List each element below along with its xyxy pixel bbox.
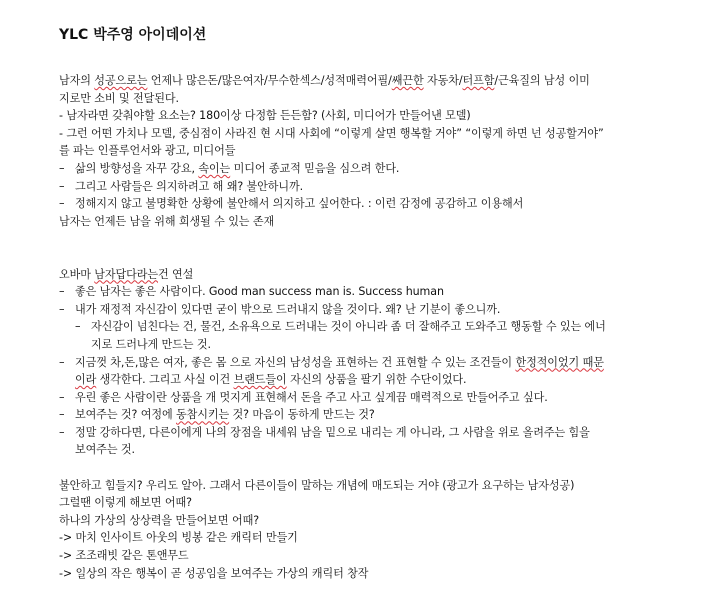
dash-bullet: – [59,355,65,369]
spell-flag: 성공으로는 [94,74,148,87]
dash-bullet: – [59,179,65,193]
paragraph-line: 그럴땐 이렇게 해보면 어때? [59,496,192,510]
paragraph-line: 지로만 소비 및 전달된다. [59,91,179,105]
bullet-item: – 내가 재정적 자신감이 있다면 굳이 밖으로 드러내지 않을 것이다. 왜? 난 기분이 좋으니까. [59,301,699,319]
document-body [59,72,699,582]
bullet-item: – 그리고 사람들은 의지하려고 해 왜? 불안하니까. [59,178,699,196]
bullet-continuation: 보여주는 것. [75,443,135,457]
dash-bullet: – [59,285,65,299]
spell-flag: 남자답다라는 [94,267,158,281]
spell-flag: 터프함 [462,74,495,87]
bullet-continuation: 이라 생각한다. 그리고 사실 이건 브랜드들이 자신의 상품을 팔기 위한 수단이었다. [75,373,467,387]
dash-bullet: – [59,197,65,211]
paragraph-line: 남자의 성공으로는 언제나 많은돈/많은여자/무수한섹스/성적매력어필/쌔끈한 자동차/터프함/근육질의 남성 이미 [59,74,590,87]
spell-flag: 쌔끈한 [391,74,424,87]
paragraph-line: 불안하고 힘들지? 우리도 알아. 그래서 다른이들이 말하는 개념에 매도되는 거야 (광고가 요구하는 남자성공) [59,478,575,492]
paragraph-line: - 남자라면 갖춰야할 요소는? 180이상 다정함 든든함? (사회, 미디어가 만들어낸 모델) [59,109,471,123]
dash-bullet: – [59,408,65,422]
bullet-item: – 좋은 남자는 좋은 사람이다. Good man success man is. Success human [59,283,699,301]
paragraph-line: 하나의 가상의 상상력을 만들어보면 어때? [59,513,259,527]
sub-bullet-item: – 자신감이 넘친다는 건, 물건, 소유욕으로 드러내는 것이 아니라 좀 더 잘해주고 도와주고 행동할 수 있는 에너 [59,318,699,336]
dash-bullet: – [59,425,65,439]
document-title: YLC 박주영 아이데이션 [59,27,207,43]
section-heading: 오바마 남자답다라는건 연설 [59,267,194,281]
spell-flag: 이라 [75,373,97,387]
paragraph-line: -> 조조래빗 같은 톤앤무드 [59,549,189,563]
paragraph-line: -> 마치 인사이트 아웃의 빙봉 같은 캐릭터 만들기 [59,531,298,545]
paragraph-line: - 그런 어떤 가치나 모델, 중심점이 사라진 현 시대 사회에 “이렇게 살면 행복할 거야” “이렇게 하면 넌 성공할거야” [59,126,604,140]
sub-bullet-continuation: 지로 드러나게 만드는 것. [91,337,211,351]
spell-flag: 브랜드들이 [233,373,287,387]
bullet-item: – 보여주는 것? 여정에 동참시키는 것? 마음이 동하게 만드는 것? [59,406,699,424]
spell-flag: 동참시키는 [176,408,230,422]
spell-flag: 속이는 [198,161,231,175]
bullet-item: – 우린 좋은 사람이란 상품을 개 멋지게 표현해서 돈을 주고 사고 싶게끔 매력적으로 만들어주고 싶다. [59,389,699,407]
bullet-item: – 삶의 방향성을 자꾸 강요, 속이는 미디어 종교적 믿음을 심으려 한다. [59,160,699,178]
paragraph-line: 남자는 언제든 남을 위해 희생될 수 있는 존재 [59,214,275,228]
bullet-item: – 지금껏 차,돈,많은 여자, 좋은 몸 으로 자신의 남성성을 표현하는 건 표현할 수 있는 조건들이 한정적이었기 때문 [59,354,699,372]
dash-bullet: – [59,390,65,404]
dash-bullet: – [59,161,65,175]
paragraph-line: 를 파는 인플루언서와 광고, 미디어들 [59,144,236,158]
dash-bullet: – [75,320,81,334]
dash-bullet: – [59,302,65,316]
paragraph-line: -> 일상의 작은 행복이 곧 성공임을 보여주는 가상의 캐릭터 창작 [59,566,369,580]
spell-flag: 한정적이었기 때문 [515,355,604,369]
bullet-item: – 정해지지 않고 불명확한 상황에 불안해서 의지하고 싶어한다. : 이런 감정에 공감하고 이용해서 [59,195,699,213]
bullet-item: – 정말 강하다면, 다른이에게 나의 장점을 내세워 남을 밑으로 내리는 게 아니라, 그 사람을 위로 올려주는 힘을 [59,424,699,442]
